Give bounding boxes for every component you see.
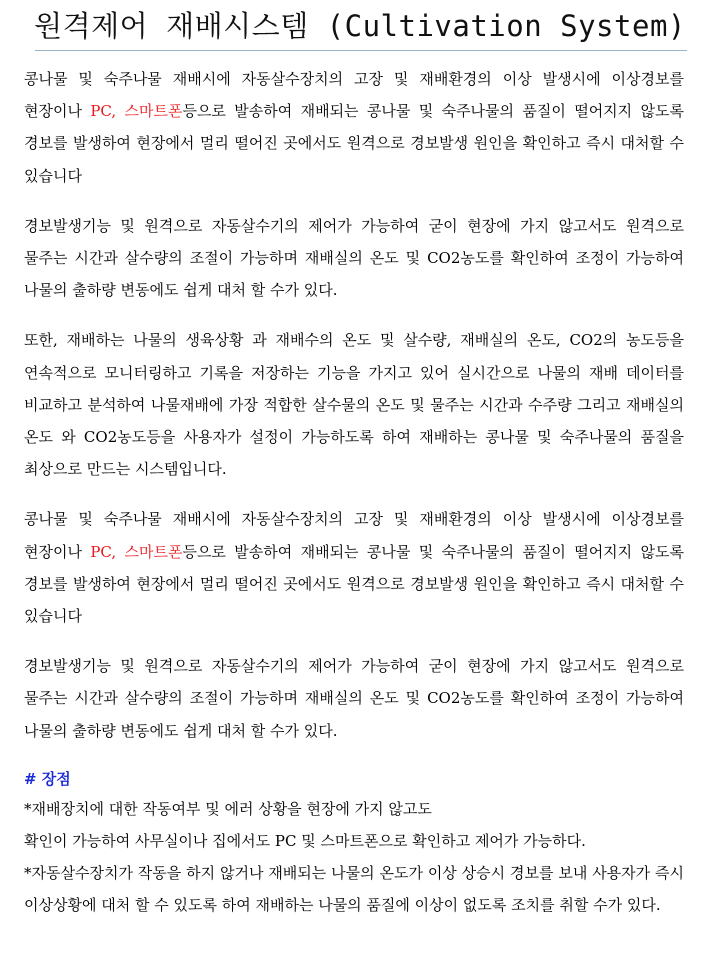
highlight-text: PC, 스마트폰 [90, 542, 183, 561]
paragraph-text: 등으로 발송하여 재배되는 콩나물 및 숙주나물의 품질이 떨어지지 않도록 경보를 발생하여 현장에서 멀리 떨어진 곳에서도 원격으로 경보발생 원인을 확인하고 즉시 대처할 수 있습니다 [24, 542, 684, 626]
paragraph-text: 경보발생기능 및 원격으로 자동살수기의 제어가 가능하여 굳이 현장에 가지 않고서도 원격으로 물주는 시간과 살수량의 조절이 가능하며 재배실의 온도 및 CO2농도를 확인하여 조정이 가능하여 나물의 출하량 변동에도 쉽게 대처 할 수가 있다. [24, 216, 684, 300]
paragraph-text: 콩나물 및 숙주나물 재배시에 자동살수장치의 고장 및 재배환경의 이상 발생시에 이상경보를 현장이나 [24, 70, 684, 121]
highlight-text: PC, 스마트폰 [90, 102, 183, 121]
paragraph-text: 콩나물 및 숙주나물 재배시에 자동살수장치의 고장 및 재배환경의 이상 발생시에 이상경보를 현장이나 [24, 510, 684, 561]
advantages-section [24, 765, 684, 922]
paragraph-text: 경보발생기능 및 원격으로 자동살수기의 제어가 가능하여 굳이 현장에 가지 않고서도 원격으로 물주는 시간과 살수량의 조절이 가능하며 재배실의 온도 및 CO2농도를 확인하여 조정이 가능하여 나물의 출하량 변동에도 쉽게 대처 할 수가 있다. [24, 657, 684, 740]
advantage-line: *자동살수장치가 작동을 하지 않거나 재배되는 나물의 온도가 이상 상승시 경보를 보내 사용자가 즉시 이상상황에 대처 할 수 있도록 하여 재배하는 나물의 품질에 이상이 없도록 조치를 취할 수가 있다. [24, 864, 684, 915]
paragraph-monitoring [24, 324, 684, 485]
advantage-line: 확인이 가능하여 사무실이나 집에서도 PC 및 스마트폰으로 확인하고 제어가 가능하다. [24, 832, 586, 851]
paragraph-alert-intro [24, 63, 684, 192]
paragraph-remote-control-repeat [24, 650, 684, 747]
paragraph-remote-control [24, 210, 684, 307]
paragraph-text: 등으로 발송하여 재배되는 콩나물 및 숙주나물의 품질이 떨어지지 않도록 경보를 발생하여 현장에서 멀리 떨어진 곳에서도 원격으로 경보발생 원인을 확인하고 즉시 대처할 수 있습니다 [24, 102, 684, 185]
advantages-heading: # 장점 [24, 769, 71, 788]
paragraph-text: 또한, 재배하는 나물의 생육상황 과 재배수의 온도 및 살수량, 재배실의 온도, CO2의 농도등을 연속적으로 모니터링하고 기록을 저장하는 기능을 가지고 있어 실시간으로 나물의 재배 데이터를 비교하고 분석하여 나물재배에 가장 적합한 살수물의 온도 및 물주는 시간과 수주량 그리고 재배실의 온도 와 CO2농도등을 사용자가 설정이 가능하도록 하여 재배하는 콩나물 및 숙주나물의 품질을 최상으로 만드는 시스템입니다. [24, 331, 684, 479]
document-body [0, 51, 720, 922]
page-title: 원격제어 재배시스템 (Cultivation System) [34, 9, 686, 43]
advantage-line: *재배장치에 대한 작동여부 및 에러 상황을 현장에 가지 않고도 [24, 799, 432, 818]
paragraph-alert-intro-repeat [24, 503, 684, 632]
